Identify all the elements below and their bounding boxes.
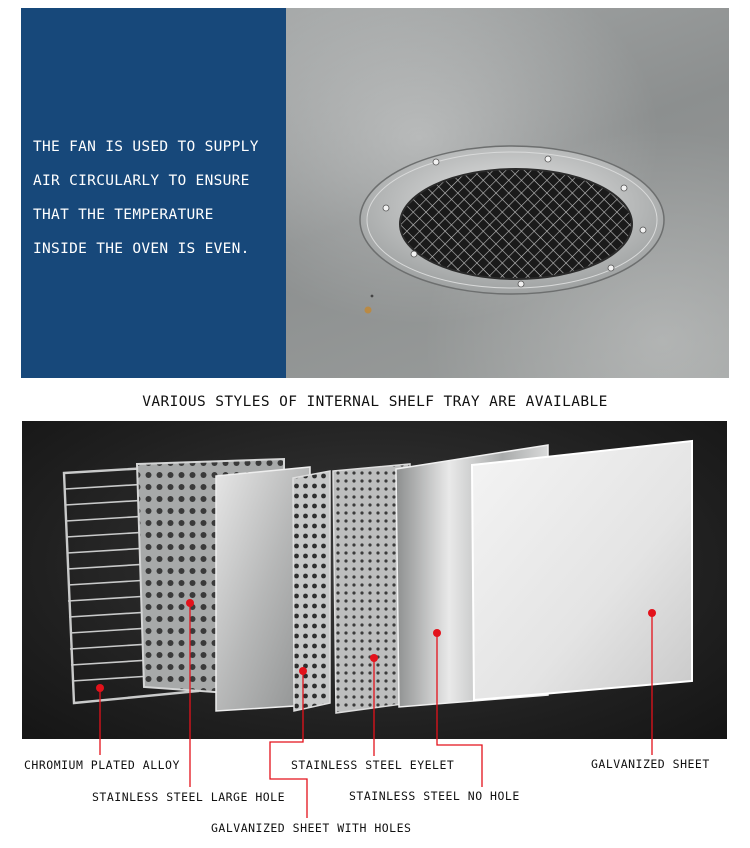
tray-caption: VARIOUS STYLES OF INTERNAL SHELF TRAY ARE AVAILABLE (142, 394, 608, 410)
label-galvanized-sheet-with-holes: GALVANIZED SHEET WITH HOLES (211, 821, 412, 835)
label-galvanized-sheet: GALVANIZED SHEET (591, 757, 710, 771)
label-stainless-steel-large-hole: STAINLESS STEEL LARGE HOLE (92, 790, 286, 804)
marker-with-holes (299, 667, 307, 675)
fan-description-line-2: AIR CIRCULARLY TO ENSURE (33, 173, 250, 189)
marker-no-hole (433, 629, 441, 637)
marker-galvanized (648, 609, 656, 617)
marker-chromium (96, 684, 104, 692)
fan-description-line-4: INSIDE THE OVEN IS EVEN. (33, 241, 250, 257)
fan-description-line-1: THE FAN IS USED TO SUPPLY (33, 139, 259, 155)
marker-large-hole (186, 599, 194, 607)
label-chromium-plated-alloy: CHROMIUM PLATED ALLOY (24, 758, 180, 772)
label-stainless-steel-eyelet: STAINLESS STEEL EYELET (291, 758, 455, 772)
marker-eyelet (370, 654, 378, 662)
label-stainless-steel-no-hole: STAINLESS STEEL NO HOLE (349, 789, 520, 803)
fan-description-line-3: THAT THE TEMPERATURE (33, 207, 214, 223)
